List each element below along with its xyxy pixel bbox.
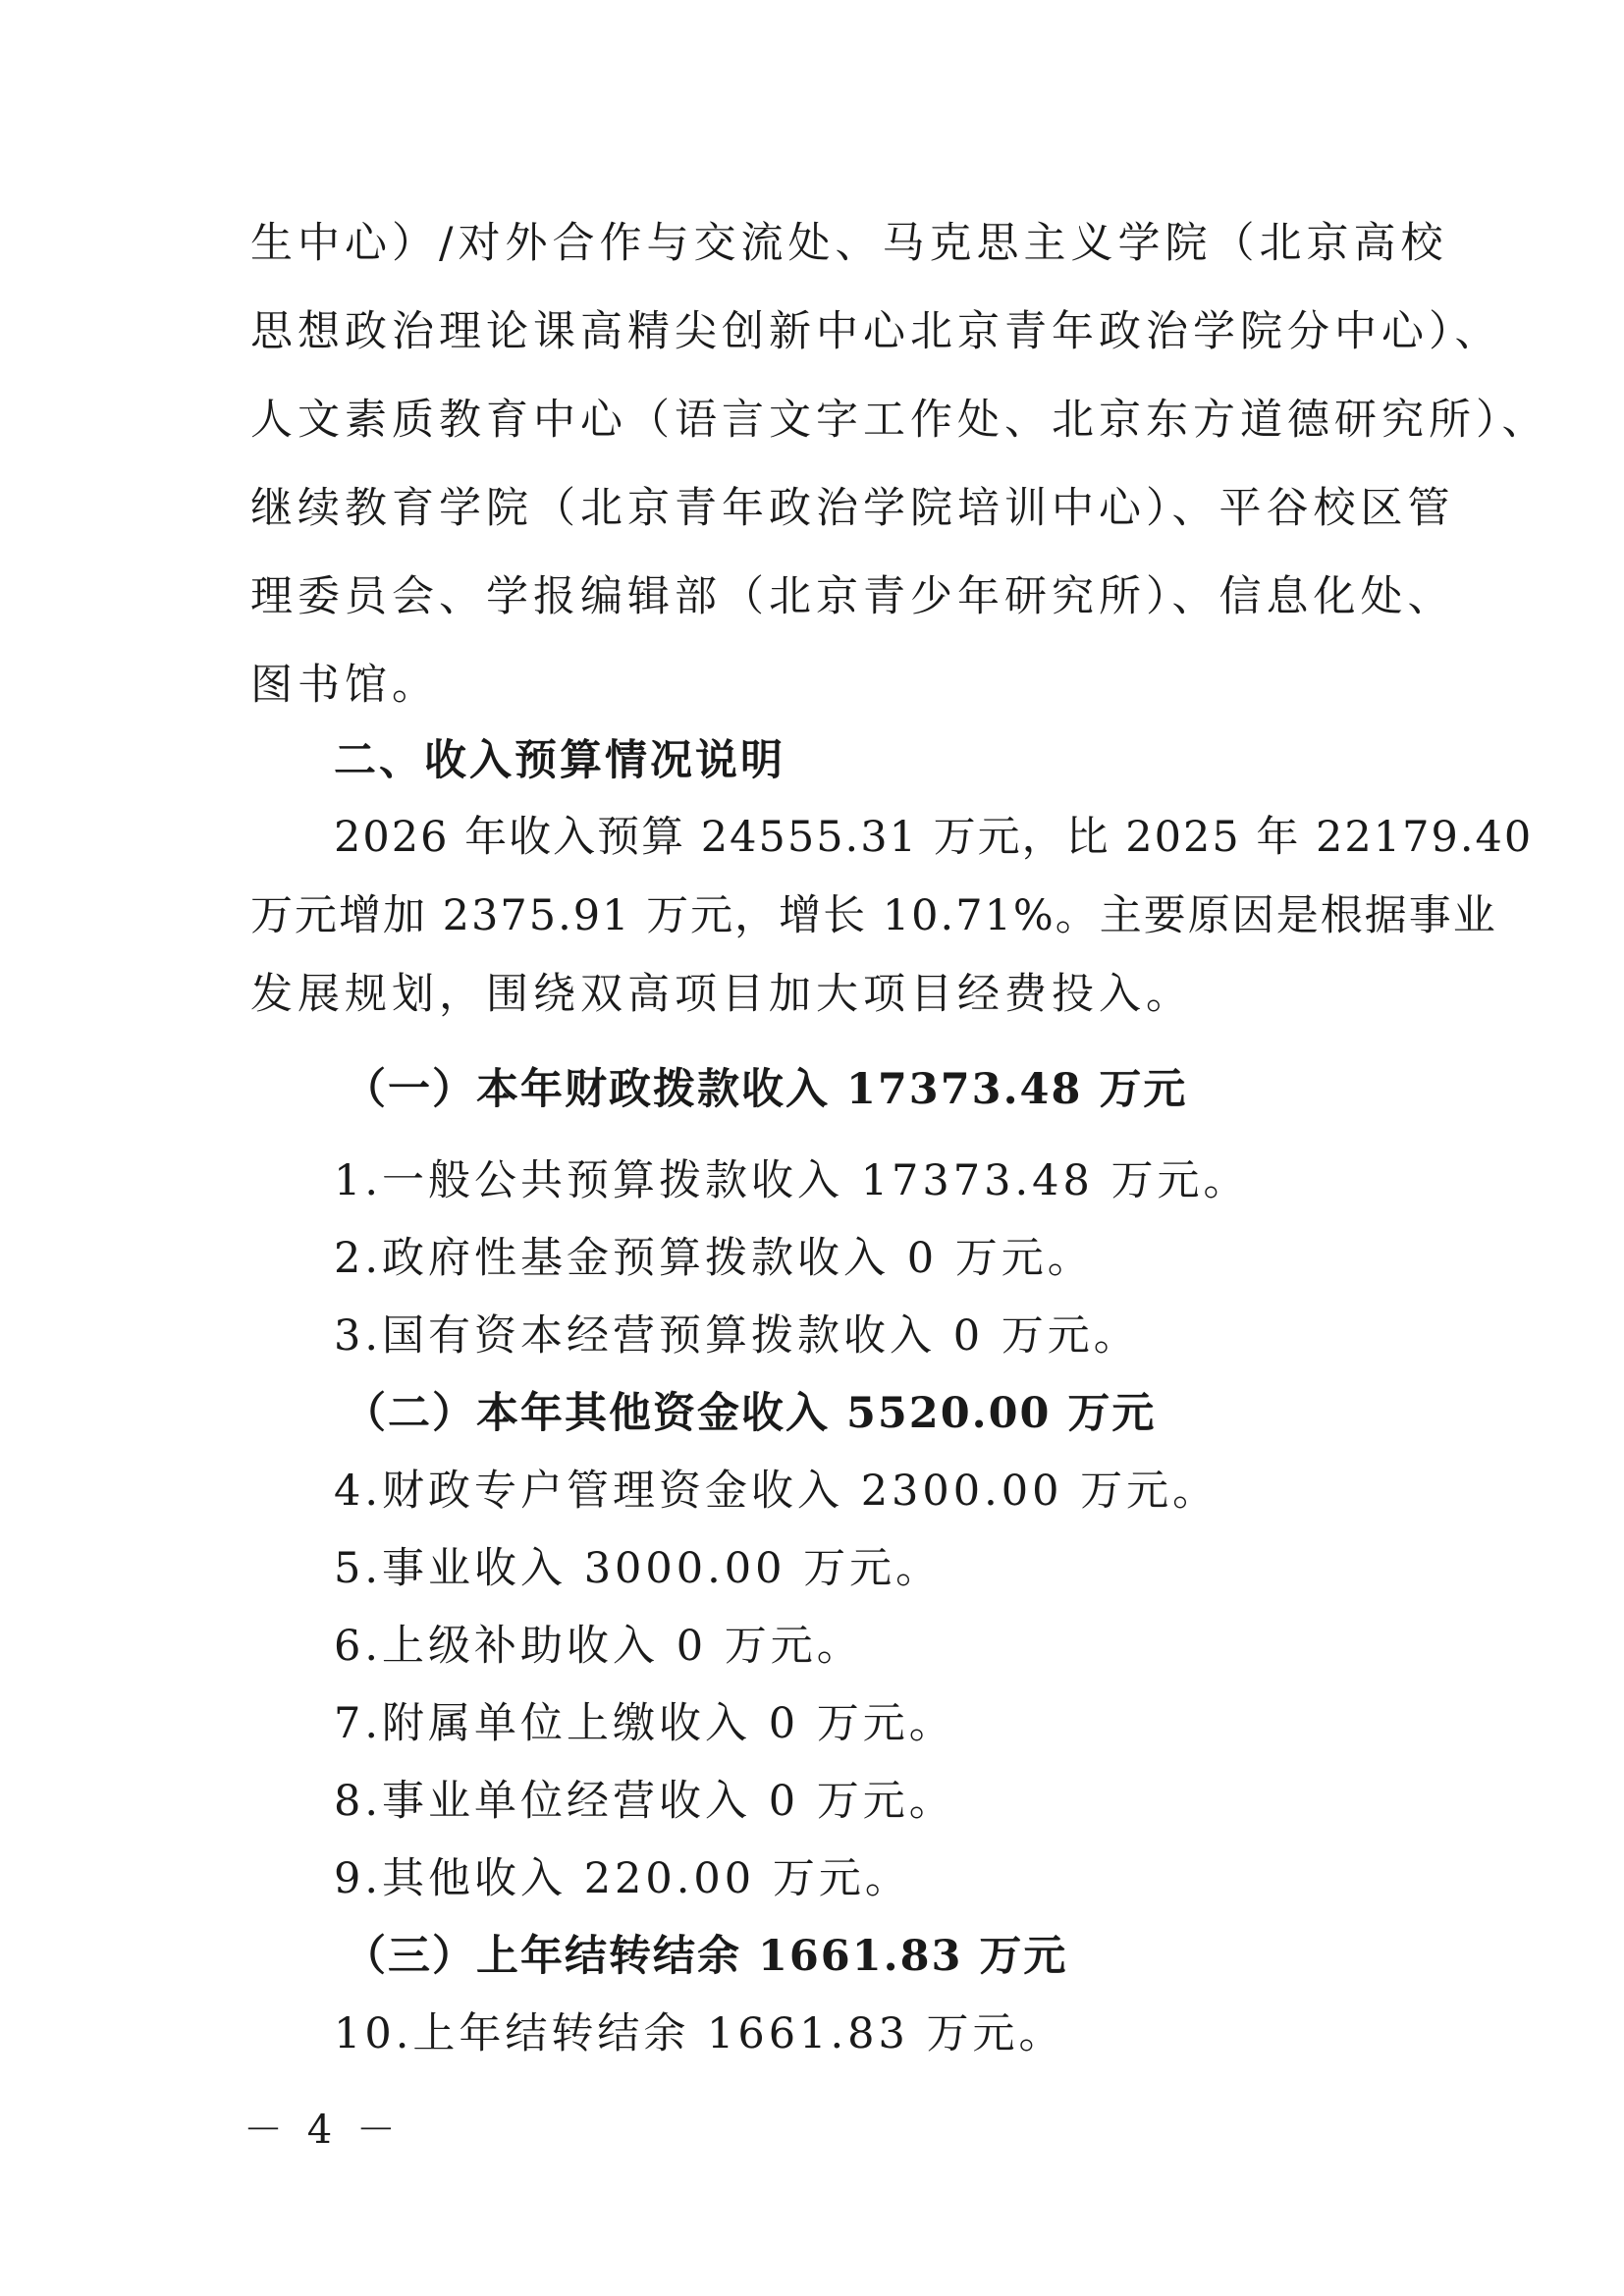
subsection-heading: （三）上年结转结余 1661.83 万元 [344,1932,1068,1981]
list-item: 7.附属单位上缴收入 0 万元。 [334,1699,955,1748]
list-item: 6.上级补助收入 0 万元。 [334,1622,863,1671]
summary-line: 万元增加 2375.91 万元，增长 10.71%。主要原因是根据事业 [250,891,1497,940]
list-item: 2.政府性基金预算拨款收入 0 万元。 [334,1234,1094,1283]
list-item: 9.其他收入 220.00 万元。 [334,1854,911,1903]
summary-line: 发展规划，围绕双高项目加大项目经费投入。 [250,970,1193,1019]
list-item: 10.上年结转结余 1661.83 万元。 [334,2009,1065,2058]
list-item: 4.财政专户管理资金收入 2300.00 万元。 [334,1467,1219,1516]
list-item: 3.国有资本经营预算拨款收入 0 万元。 [334,1311,1140,1361]
list-item: 8.事业单位经营收入 0 万元。 [334,1777,955,1826]
paragraph-line: 人文素质教育中心（语言文字工作处、北京东方道德研究所）、 [250,396,1549,445]
section-heading: 二、收入预算情况说明 [334,736,785,785]
list-item: 1.一般公共预算拨款收入 17373.48 万元。 [334,1156,1250,1205]
paragraph-line: 思想政治理论课高精尖创新中心北京青年政治学院分中心）、 [250,307,1502,356]
subsection-heading: （二）本年其他资金收入 5520.00 万元 [344,1389,1157,1438]
paragraph-line: 生中心）/对外合作与交流处、马克思主义学院（北京高校 [250,219,1448,268]
paragraph-line: 图书馆。 [250,661,439,710]
paragraph-line: 理委员会、学报编辑部（北京青少年研究所）、信息化处、 [250,572,1455,621]
page-number: － 4 － [244,2108,402,2153]
subsection-heading: （一）本年财政拨款收入 17373.48 万元 [344,1065,1188,1114]
paragraph-line: 继续教育学院（北京青年政治学院培训中心）、平谷校区管 [250,484,1455,533]
list-item: 5.事业收入 3000.00 万元。 [334,1544,943,1593]
summary-line: 2026 年收入预算 24555.31 万元，比 2025 年 22179.40 [334,813,1534,862]
